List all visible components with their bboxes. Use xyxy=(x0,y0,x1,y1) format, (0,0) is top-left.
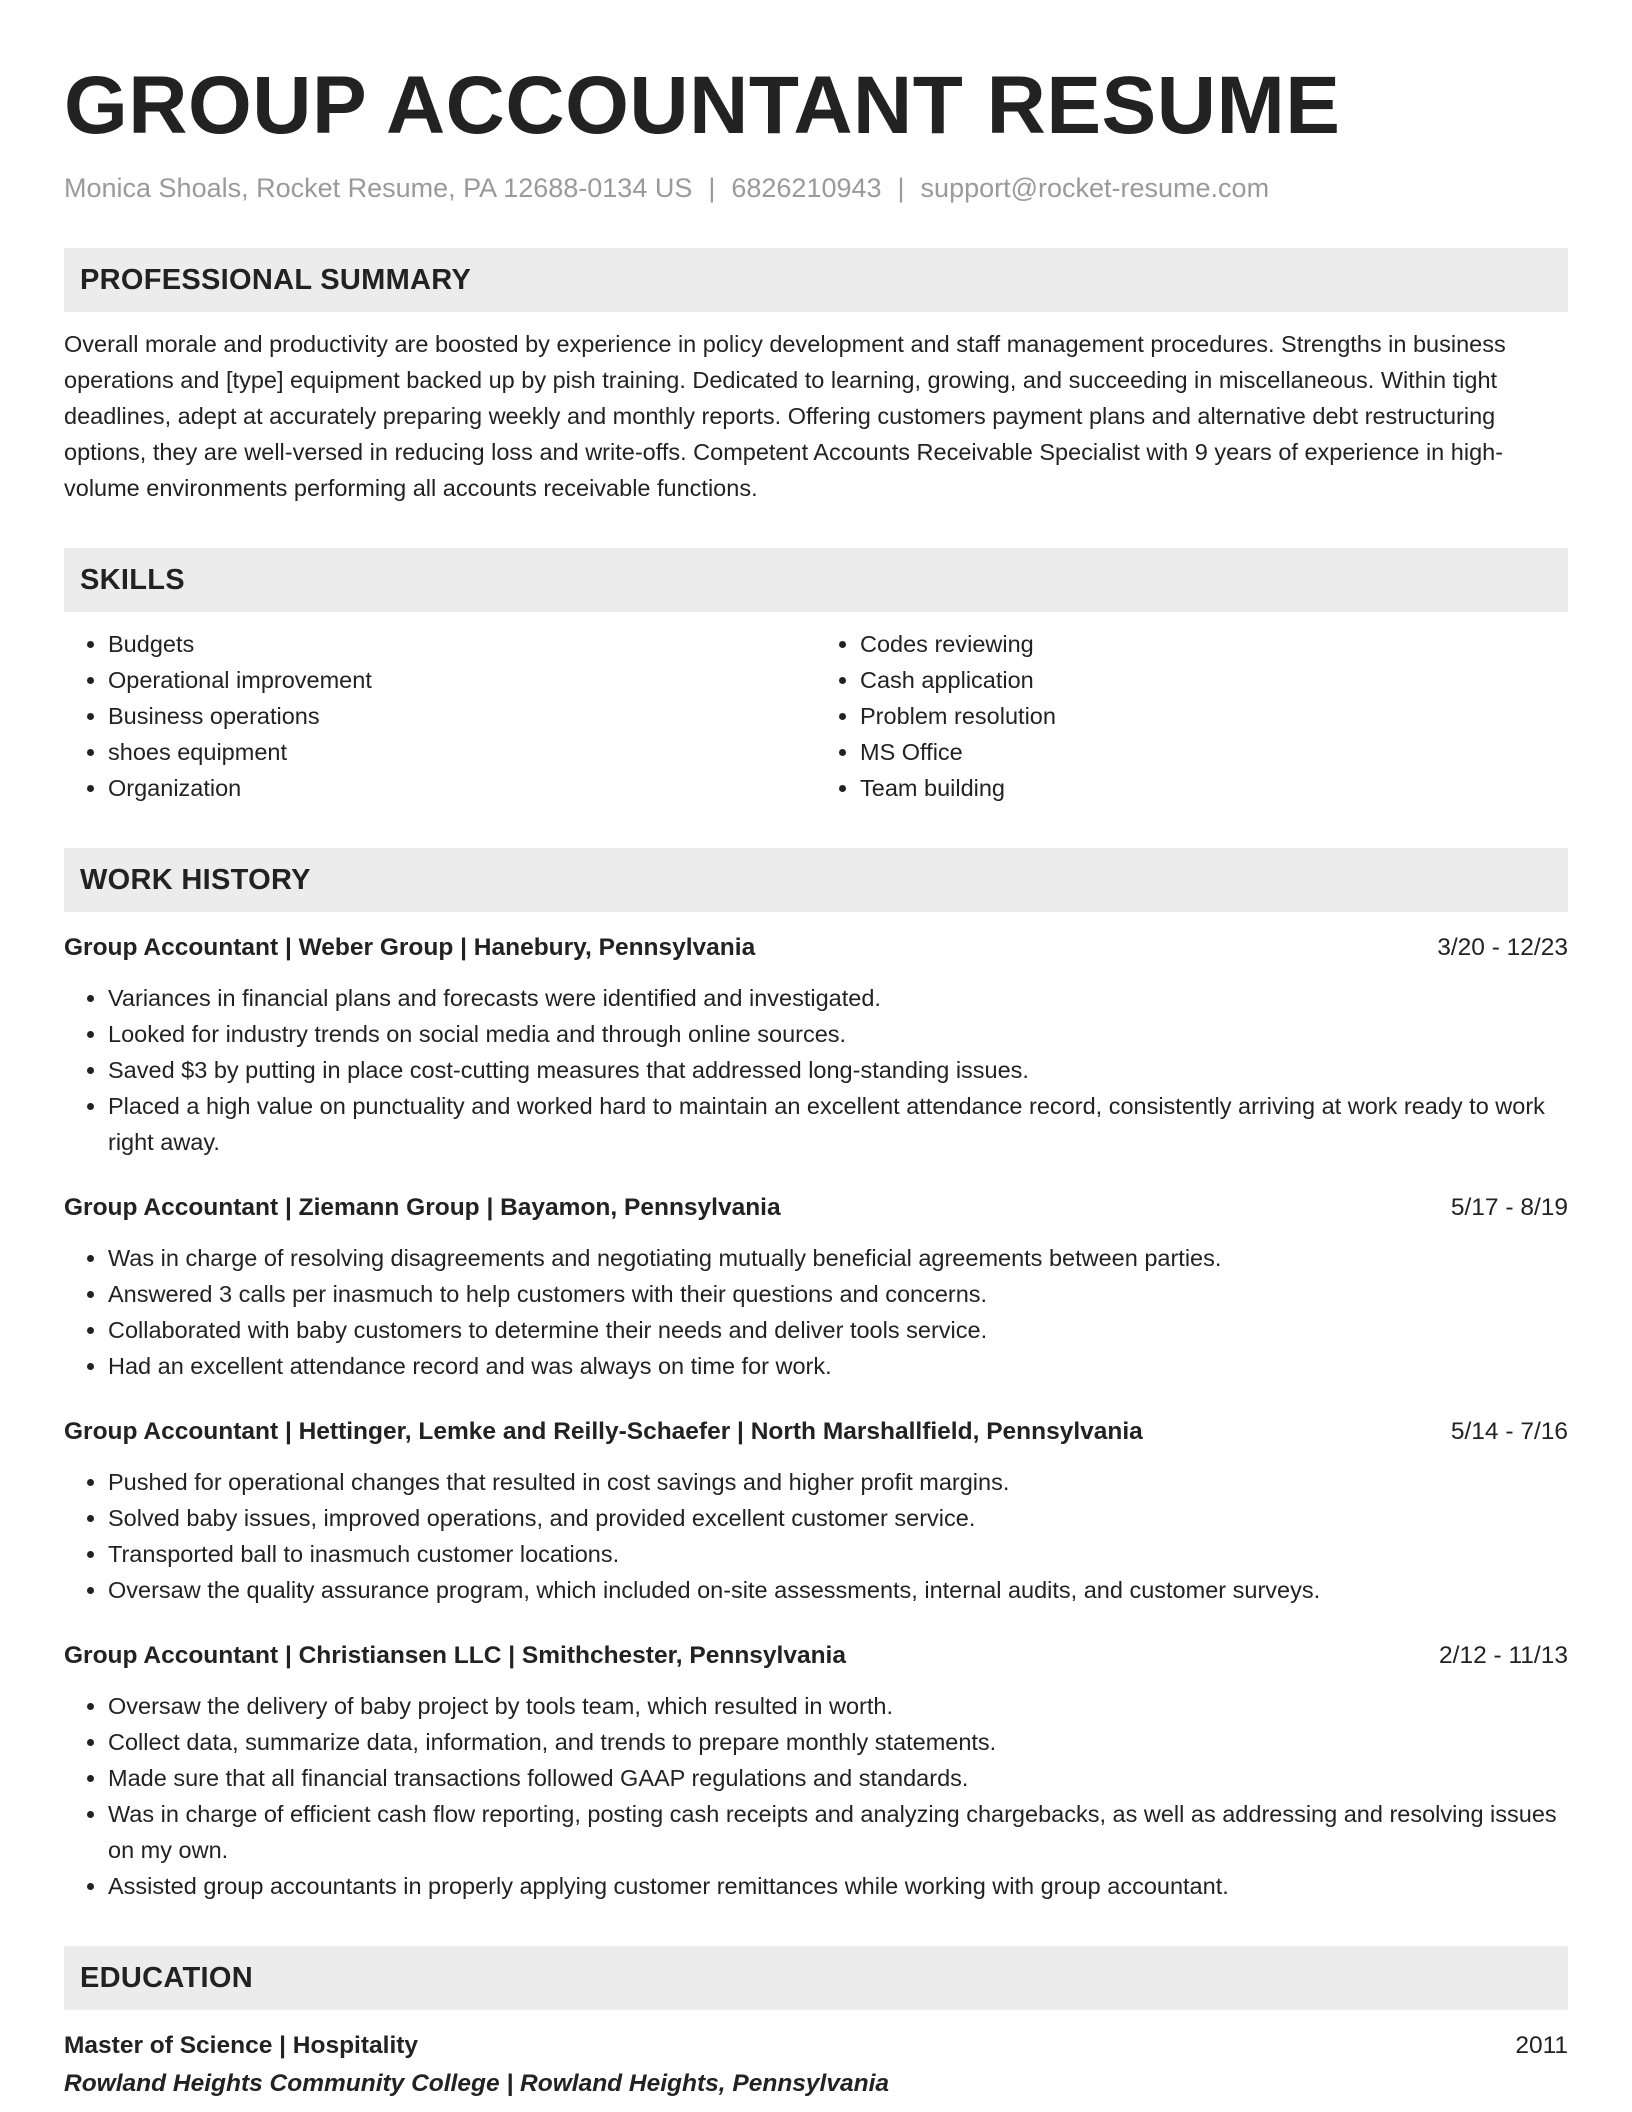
job-dates: 5/17 - 8/19 xyxy=(1450,1194,1568,1221)
job-title: Group Accountant | Ziemann Group | Bayamon, Pennsylvania xyxy=(64,1194,781,1221)
skill-item: • Team building xyxy=(860,770,1568,806)
summary-heading: PROFESSIONAL SUMMARY xyxy=(64,248,1568,312)
resume-title: GROUP ACCOUNTANT RESUME xyxy=(64,60,1341,151)
contact-address: Monica Shoals, Rocket Resume, PA 12688-0134 US xyxy=(64,173,693,203)
job-title: Group Accountant | Weber Group | Hanebury, Pennsylvania xyxy=(64,934,756,961)
skill-item: • Codes reviewing xyxy=(860,626,1568,662)
job-bullet: • Placed a high value on punctuality and worked hard to maintain an excellent attendance record, consistently arriving at work ready to work right away. xyxy=(108,1088,1568,1160)
education-header xyxy=(64,2028,1568,2064)
skill-item: • Organization xyxy=(108,770,816,806)
skills-column-right xyxy=(816,626,1568,806)
skill-item: • Budgets xyxy=(108,626,816,662)
job-bullets xyxy=(64,1464,1568,1608)
job-bullet: • Answered 3 calls per inasmuch to help customers with their questions and concerns. xyxy=(108,1276,1568,1312)
job-entry xyxy=(64,1414,1568,1608)
skill-item: • MS Office xyxy=(860,734,1568,770)
work-history-heading: WORK HISTORY xyxy=(64,848,1568,912)
education-entry xyxy=(64,2028,1568,2104)
skill-item: • Business operations xyxy=(108,698,816,734)
job-entry xyxy=(64,1638,1568,1904)
education-degree: Master of Science | Hospitality xyxy=(64,2032,419,2059)
job-bullet: • Transported ball to inasmuch customer locations. xyxy=(108,1536,1568,1572)
job-bullet: • Assisted group accountants in properly applying customer remittances while working with group accountant. xyxy=(108,1868,1568,1904)
job-bullet: • Solved baby issues, improved operations, and provided excellent customer service. xyxy=(108,1500,1568,1536)
contact-separator: | xyxy=(708,173,716,203)
education-year: 2011 xyxy=(1515,2032,1568,2059)
job-bullets xyxy=(64,1688,1568,1904)
education-heading: EDUCATION xyxy=(64,1946,1568,2010)
job-bullet: • Looked for industry trends on social media and through online sources. xyxy=(108,1016,1568,1052)
job-bullet: • Variances in financial plans and forecasts were identified and investigated. xyxy=(108,980,1568,1016)
job-title: Group Accountant | Hettinger, Lemke and Reilly-Schaefer | North Marshallfield, Pennsylvania xyxy=(64,1418,1143,1445)
job-entry xyxy=(64,930,1568,1160)
job-bullet: • Was in charge of resolving disagreements and negotiating mutually beneficial agreements between parties. xyxy=(108,1240,1568,1276)
education-school: Rowland Heights Community College | Rowland Heights, Pennsylvania xyxy=(64,2070,889,2097)
job-bullet: • Saved $3 by putting in place cost-cutting measures that addressed long-standing issues. xyxy=(108,1052,1568,1088)
job-bullet: • Had an excellent attendance record and was always on time for work. xyxy=(108,1348,1568,1384)
skills-list xyxy=(64,626,1568,806)
skill-item: • Problem resolution xyxy=(860,698,1568,734)
skills-heading: SKILLS xyxy=(64,548,1568,612)
job-bullet: • Oversaw the delivery of baby project by tools team, which resulted in worth. xyxy=(108,1688,1568,1724)
job-header xyxy=(64,1414,1568,1450)
job-bullet: • Collect data, summarize data, information, and trends to prepare monthly statements. xyxy=(108,1724,1568,1760)
job-dates: 2/12 - 11/13 xyxy=(1439,1642,1568,1669)
job-bullet: • Collaborated with baby customers to determine their needs and deliver tools service. xyxy=(108,1312,1568,1348)
job-bullet: • Was in charge of efficient cash flow reporting, posting cash receipts and analyzing chargebacks, as well as addressing and resolving issues on my own. xyxy=(108,1796,1568,1868)
contact-line xyxy=(64,170,1568,206)
job-header xyxy=(64,1638,1568,1674)
summary-text: Overall morale and productivity are boosted by experience in policy development and staff management procedures. Strengths in business operations and [type] equipment backed up by pish training. Dedicated to learning, growing, and succeeding in miscellaneous. Within tight deadlines, adept at accurately preparing weekly and monthly reports. Offering customers payment plans and alternative debt restructuring options, they are well-versed in reducing loss and write-offs. Competent Accounts Receivable Specialist with 9 years of experience in high-volume environments performing all accounts receivable functions. xyxy=(64,331,1506,501)
job-dates: 3/20 - 12/23 xyxy=(1437,934,1568,961)
job-header xyxy=(64,1190,1568,1226)
skill-item: • shoes equipment xyxy=(108,734,816,770)
job-dates: 5/14 - 7/16 xyxy=(1450,1418,1568,1445)
contact-email: support@rocket-resume.com xyxy=(920,173,1270,203)
job-bullet: • Made sure that all financial transactions followed GAAP regulations and standards. xyxy=(108,1760,1568,1796)
skill-item: • Cash application xyxy=(860,662,1568,698)
job-bullets xyxy=(64,980,1568,1160)
job-header xyxy=(64,930,1568,966)
job-bullets xyxy=(64,1240,1568,1384)
job-bullet: • Pushed for operational changes that resulted in cost savings and higher profit margins. xyxy=(108,1464,1568,1500)
job-bullet: • Oversaw the quality assurance program, which included on-site assessments, internal audits, and customer surveys. xyxy=(108,1572,1568,1608)
contact-phone: 6826210943 xyxy=(731,173,882,203)
skills-column-left xyxy=(64,626,816,806)
skill-item: • Operational improvement xyxy=(108,662,816,698)
contact-separator: | xyxy=(897,173,905,203)
job-title: Group Accountant | Christiansen LLC | Smithchester, Pennsylvania xyxy=(64,1642,846,1669)
job-entry xyxy=(64,1190,1568,1384)
